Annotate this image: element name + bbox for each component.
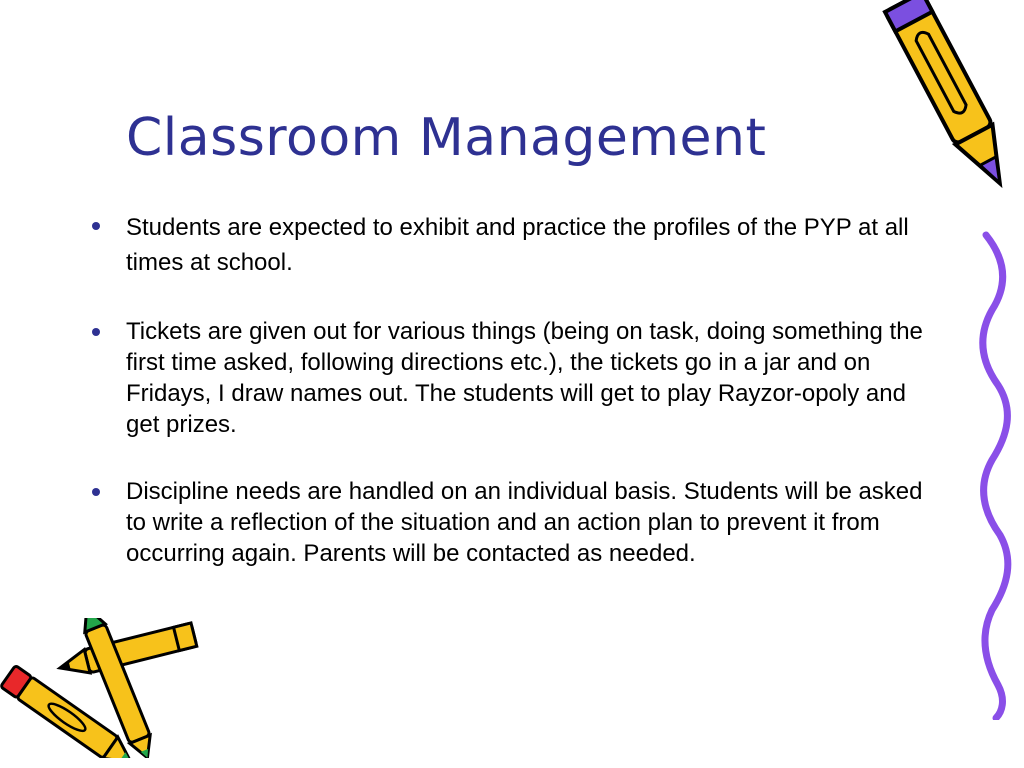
bullet-item	[88, 316, 928, 440]
crossed-pencils-icon	[0, 618, 205, 758]
bullet-item	[88, 476, 928, 569]
squiggle-line	[968, 230, 1018, 720]
slide-title: Classroom Management	[126, 108, 767, 168]
bullet-text: Students are expected to exhibit and practice the profiles of the PYP at all times at school.	[126, 214, 909, 276]
pencil-icon	[855, 0, 1005, 245]
bullet-dot-icon	[92, 488, 100, 496]
bullet-dot-icon	[92, 328, 100, 336]
bullet-list	[88, 210, 928, 569]
bullet-item	[88, 210, 928, 280]
bullet-dot-icon	[92, 222, 100, 230]
bullet-text: Discipline needs are handled on an individual basis. Students will be asked to write a reflection of the situation and an action plan to prevent it from occurring again. Parents will be contacted as needed.	[126, 478, 923, 567]
bullet-text: Tickets are given out for various things (being on task, doing something the first time asked, following directions etc.), the tickets go in a jar and on Fridays, I draw names out. The students will get to play Rayzor-opoly and get prizes.	[126, 318, 923, 438]
